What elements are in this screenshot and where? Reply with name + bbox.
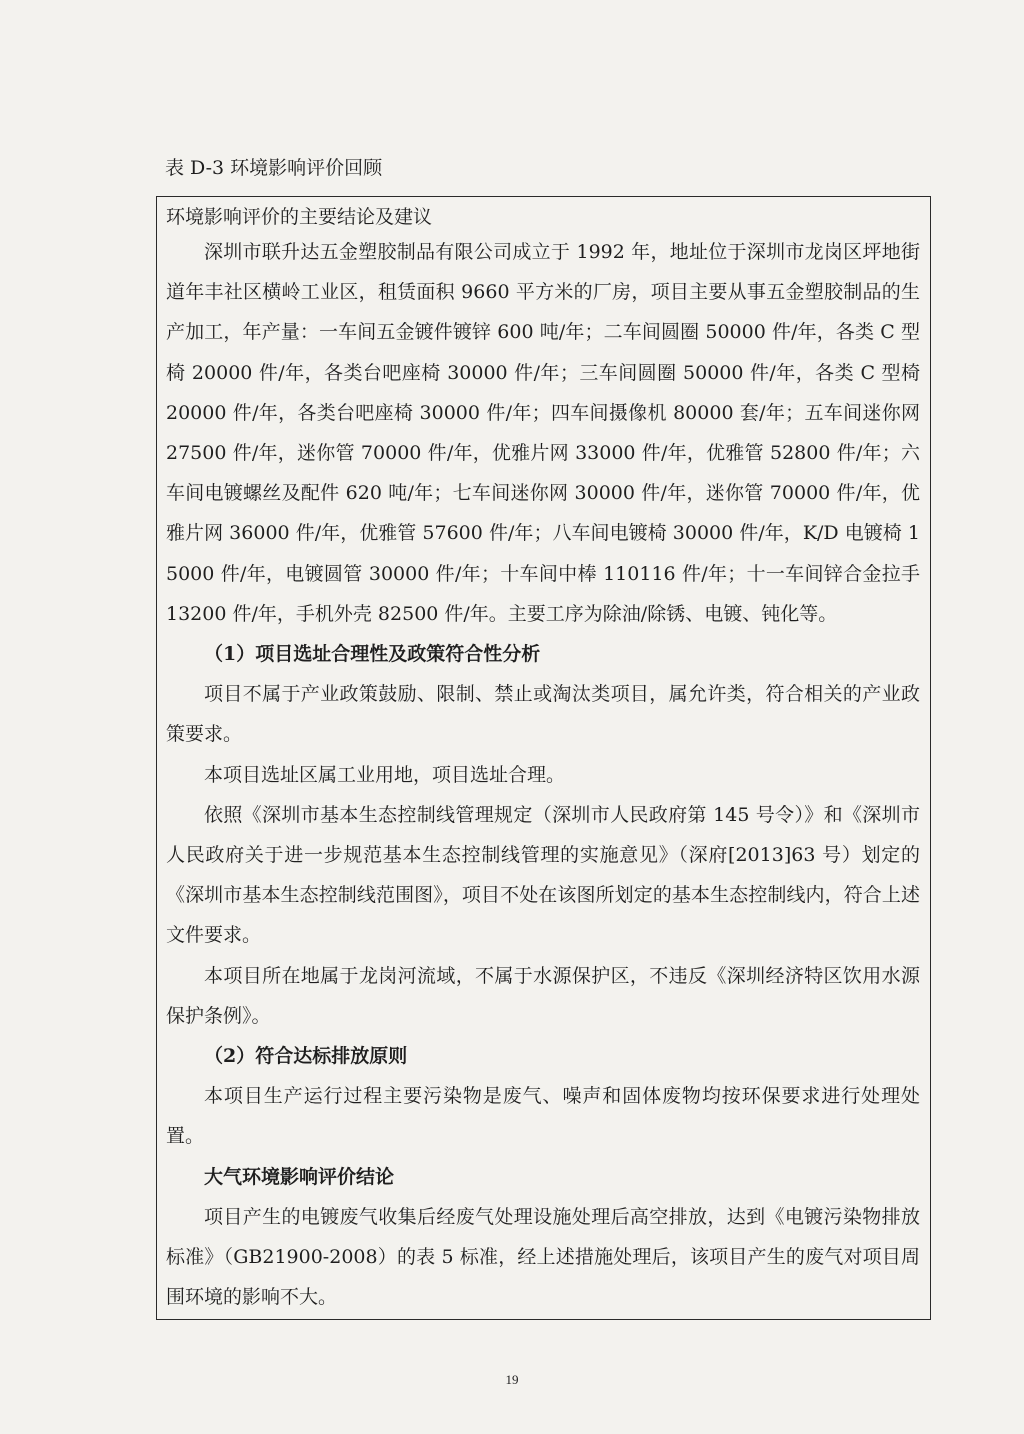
section-1-heading: （1）项目选址合理性及政策符合性分析 bbox=[204, 643, 541, 666]
section-2-paragraph-1: 本项目生产运行过程主要污染物是废气、噪声和固体废物均按环保要求进行处理处置。 bbox=[166, 1085, 920, 1148]
section-1-paragraph-1: 项目不属于产业政策鼓励、限制、禁止或淘汰类项目，属允许类，符合相关的产业政策要求。 bbox=[166, 683, 920, 746]
table-caption: 表 D-3 环境影响评价回顾 bbox=[165, 157, 383, 179]
air-impact-heading: 大气环境影响评价结论 bbox=[204, 1165, 395, 1188]
conclusions-box bbox=[156, 196, 931, 1320]
project-intro-paragraph: 深圳市联升达五金塑胶制品有限公司成立于 1992 年，地址位于深圳市龙岗区坪地街道年丰社区横岭工业区，租赁面积 9660 平方米的厂房，项目主要从事五金塑胶制品的生产加工，年产量：一车间五金镀件镀锌 600 吨/年；二车间圆圈 50000 件/年，各类 C 型椅 20000 件/年，各类台吧座椅 30000 件/年；三车间圆圈 50000 件/年，各类 C 型椅 20000 件/年，各类台吧座椅 30000 件/年；四车间摄像机 80000 套/年；五车间迷你网 27500 件/年，迷你管 70000 件/年，优雅片网 33000 件/年，优雅管 52800 件/年；六车间电镀螺丝及配件 620 吨/年；七车间迷你网 30000 件/年，迷你管 70000 件/年，优雅片网 36000 件/年，优雅管 57600 件/年；八车间电镀椅 30000 件/年，K/D 电镀椅 15000 件/年，电镀圆管 30000 件/年；十车间中棒 110116 件/年；十一车间锌合金拉手 13200 件/年，手机外壳 82500 件/年。主要工序为除油/除锈、电镀、钝化等。 bbox=[166, 241, 920, 625]
page-number: 19 bbox=[505, 1372, 519, 1387]
section-1-paragraph-3: 依照《深圳市基本生态控制线管理规定（深圳市人民政府第 145 号令）》和《深圳市人民政府关于进一步规范基本生态控制线管理的实施意见》（深府[2013]63 号）划定的《深圳市基本生态控制线范围图》，项目不处在该图所划定的基本生态控制线内，符合上述文件要求。 bbox=[166, 803, 920, 947]
air-impact-paragraph: 项目产生的电镀废气收集后经废气处理设施处理后高空排放，达到《电镀污染物排放标准》（GB21900-2008）的表 5 标准，经上述措施处理后，该项目产生的废气对项目周围环境的影响不大。 bbox=[166, 1205, 920, 1309]
section-2-heading: （2）符合达标排放原则 bbox=[204, 1045, 408, 1068]
box-title: 环境影响评价的主要结论及建议 bbox=[166, 206, 433, 228]
section-1-paragraph-2: 本项目选址区属工业用地，项目选址合理。 bbox=[204, 763, 566, 786]
section-1-paragraph-4: 本项目所在地属于龙岗河流域，不属于水源保护区，不违反《深圳经济特区饮用水源保护条例》。 bbox=[166, 964, 920, 1027]
